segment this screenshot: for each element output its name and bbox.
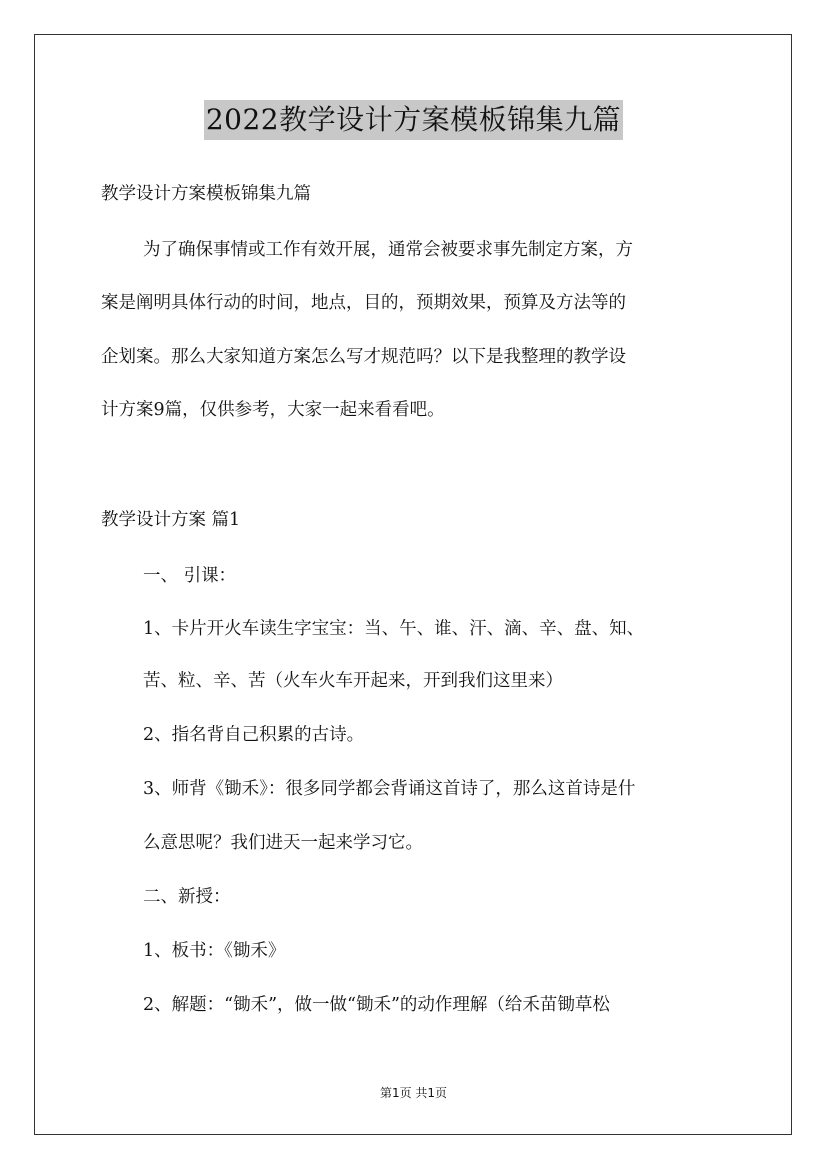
document-title-container bbox=[0, 100, 827, 140]
intro-line-4: 计方案9篇，仅供参考，大家一起来看看吧。 bbox=[101, 400, 445, 420]
body-line-4: 2、指名背自己积累的古诗。 bbox=[143, 725, 365, 745]
intro-line-1: 为了确保事情或工作有效开展，通常会被要求事先制定方案，方 bbox=[143, 240, 633, 260]
body-line-8: 1、板书：《锄禾》 bbox=[143, 941, 286, 961]
section-heading: 教学设计方案 篇1 bbox=[101, 510, 241, 530]
body-line-5: 3、师背《锄禾》：很多同学都会背诵这首诗了，那么这首诗是什 bbox=[143, 779, 636, 799]
body-line-6: 么意思呢？我们进天一起来学习它。 bbox=[143, 833, 423, 853]
intro-line-3: 企划案。那么大家知道方案怎么写才规范吗？以下是我整理的教学设 bbox=[101, 347, 626, 367]
body-line-2: 1、卡片开火车读生字宝宝：当、午、谁、汗、滴、辛、盘、知、 bbox=[143, 619, 645, 639]
page-footer: 第1页 共1页 bbox=[379, 1086, 448, 1100]
document-title: 2022教学设计方案模板锦集九篇 bbox=[204, 100, 623, 140]
body-line-3: 苦、粒、辛、苦（火车火车开起来，开到我们这里来） bbox=[143, 671, 563, 691]
body-line-9: 2、解题：“锄禾”，做一做“锄禾”的动作理解（给禾苗锄草松 bbox=[143, 995, 610, 1015]
document-subtitle: 教学设计方案模板锦集九篇 bbox=[101, 184, 311, 204]
body-line-7: 二、新授： bbox=[143, 887, 231, 907]
intro-line-2: 案是阐明具体行动的时间，地点，目的，预期效果，预算及方法等的 bbox=[101, 293, 626, 313]
body-line-1: 一、 引课： bbox=[143, 566, 237, 586]
